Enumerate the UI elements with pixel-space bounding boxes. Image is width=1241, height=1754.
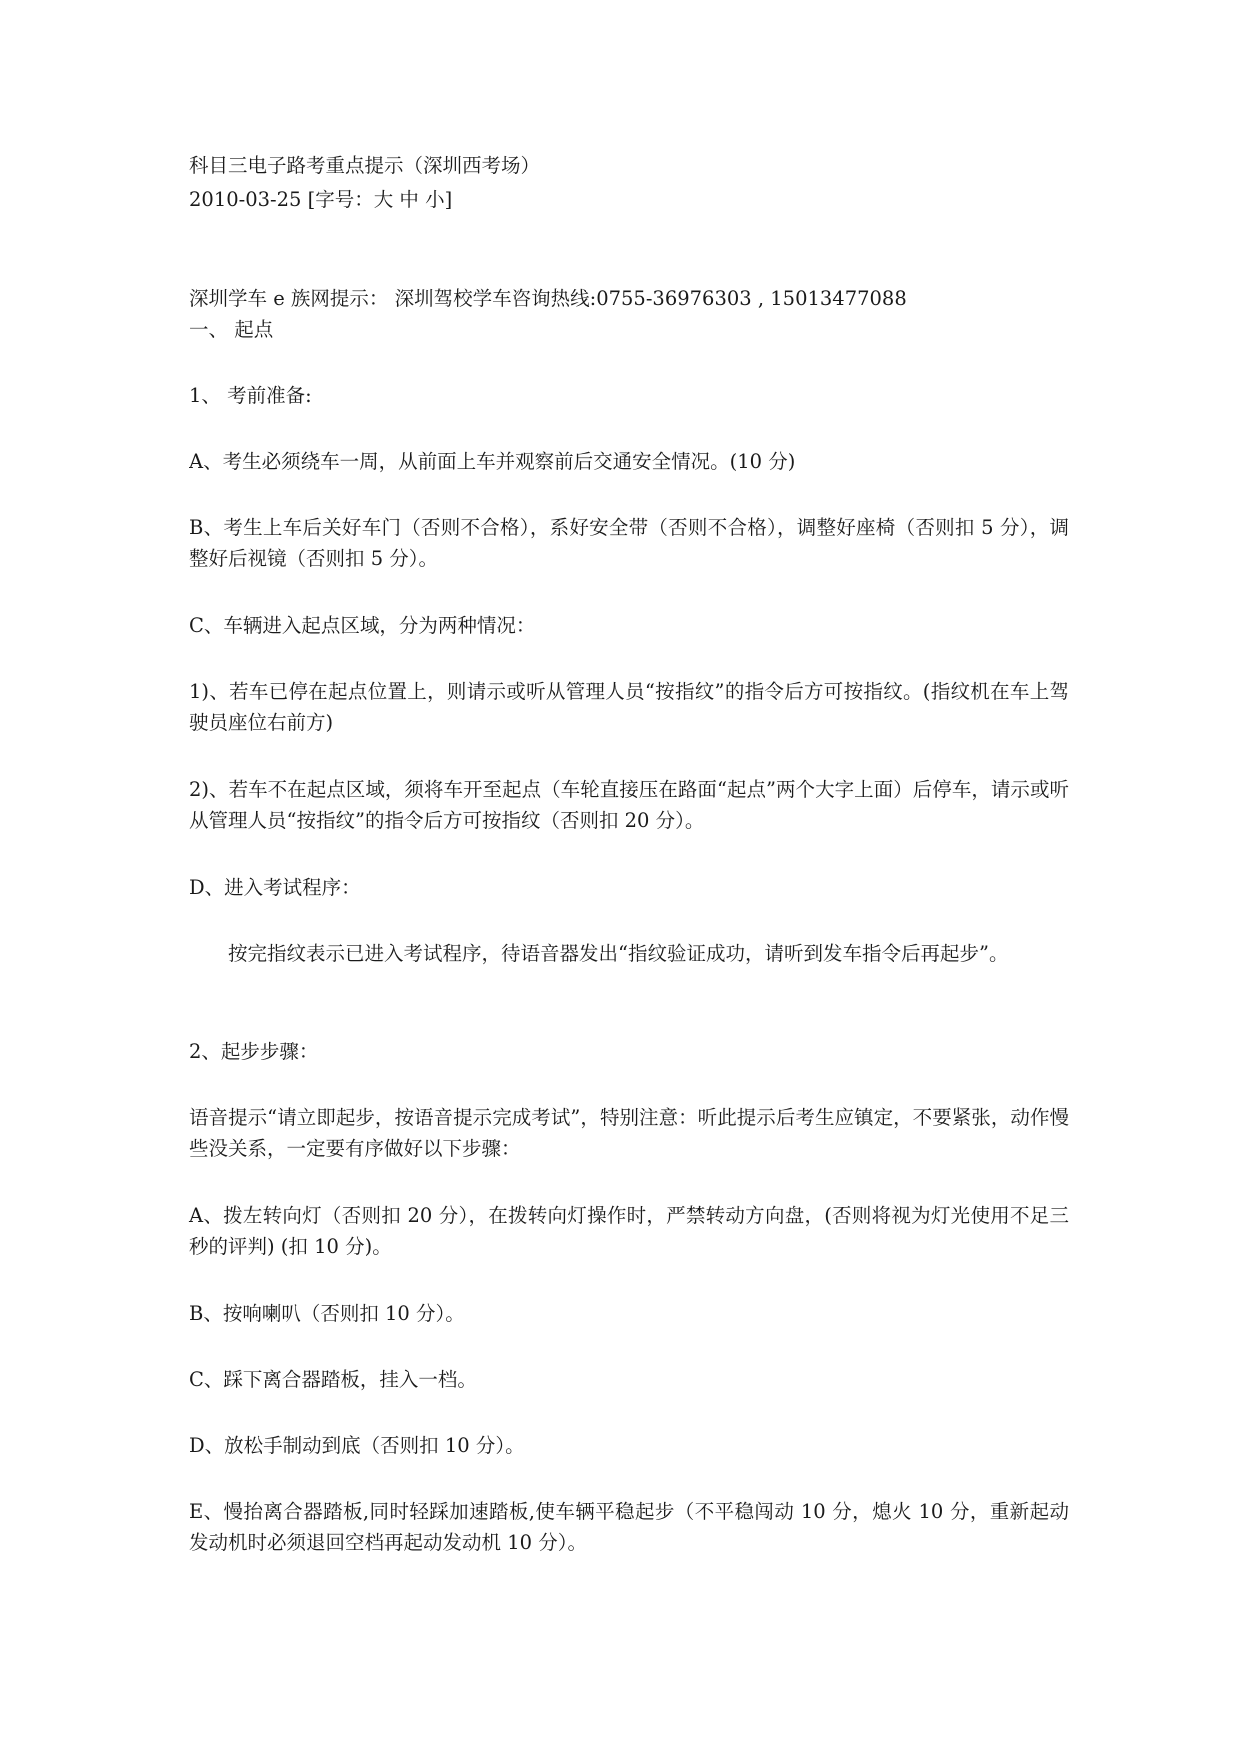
hotline-notice: 深圳学车 e 族网提示： 深圳驾校学车咨询热线:0755-36976303 , 15013477088: [189, 287, 907, 310]
document-title: 科目三电子路考重点提示（深圳西考场）: [189, 154, 541, 177]
subheading-start-steps: 2、起步步骤：: [189, 1040, 319, 1063]
date-line: 2010-03-25 [字号：大 中 小]: [189, 188, 453, 211]
item-1d-text: 按完指纹表示已进入考试程序，待语音器发出“指纹验证成功，请听到发车指令后再起步”。: [228, 942, 1009, 965]
item-2c: C、踩下离合器踏板，挂入一档。: [189, 1368, 477, 1391]
item-2e: E、慢抬离合器踏板,同时轻踩加速踏板,使车辆平稳起步（不平稳闯动 10 分，熄火 10 分，重新起动发动机时必须退回空档再起动发动机 10 分）。: [189, 1500, 1069, 1554]
item-1d: D、进入考试程序：: [189, 876, 361, 899]
item-2a: A、拨左转向灯（否则扣 20 分），在拨转向灯操作时，严禁转动方向盘，(否则将视为灯光使用不足三秒的评判) (扣 10 分)。: [189, 1204, 1069, 1258]
item-1c-1: 1)、若车已停在起点位置上，则请示或听从管理人员“按指纹”的指令后方可按指纹。(指纹机在车上驾驶员座位右前方): [189, 680, 1069, 734]
section-heading-start: 一、 起点: [189, 318, 274, 341]
item-2b: B、按响喇叭（否则扣 10 分）。: [189, 1302, 465, 1325]
item-1a: A、考生必须绕车一周，从前面上车并观察前后交通安全情况。(10 分): [189, 450, 796, 473]
item-1c: C、车辆进入起点区域，分为两种情况：: [189, 614, 536, 637]
subheading-preparation: 1、 考前准备:: [189, 384, 312, 407]
start-steps-intro: 语音提示“请立即起步，按语音提示完成考试”，特别注意：听此提示后考生应镇定，不要紧张，动作慢些没关系，一定要有序做好以下步骤：: [189, 1106, 1069, 1160]
item-2d: D、放松手制动到底（否则扣 10 分）。: [189, 1434, 525, 1457]
item-1c-2: 2)、若车不在起点区域，须将车开至起点（车轮直接压在路面“起点”两个大字上面）后停车，请示或听从管理人员“按指纹”的指令后方可按指纹（否则扣 20 分）。: [189, 778, 1069, 832]
item-1b: B、考生上车后关好车门（否则不合格），系好安全带（否则不合格），调整好座椅（否则扣 5 分），调整好后视镜（否则扣 5 分）。: [189, 516, 1069, 570]
